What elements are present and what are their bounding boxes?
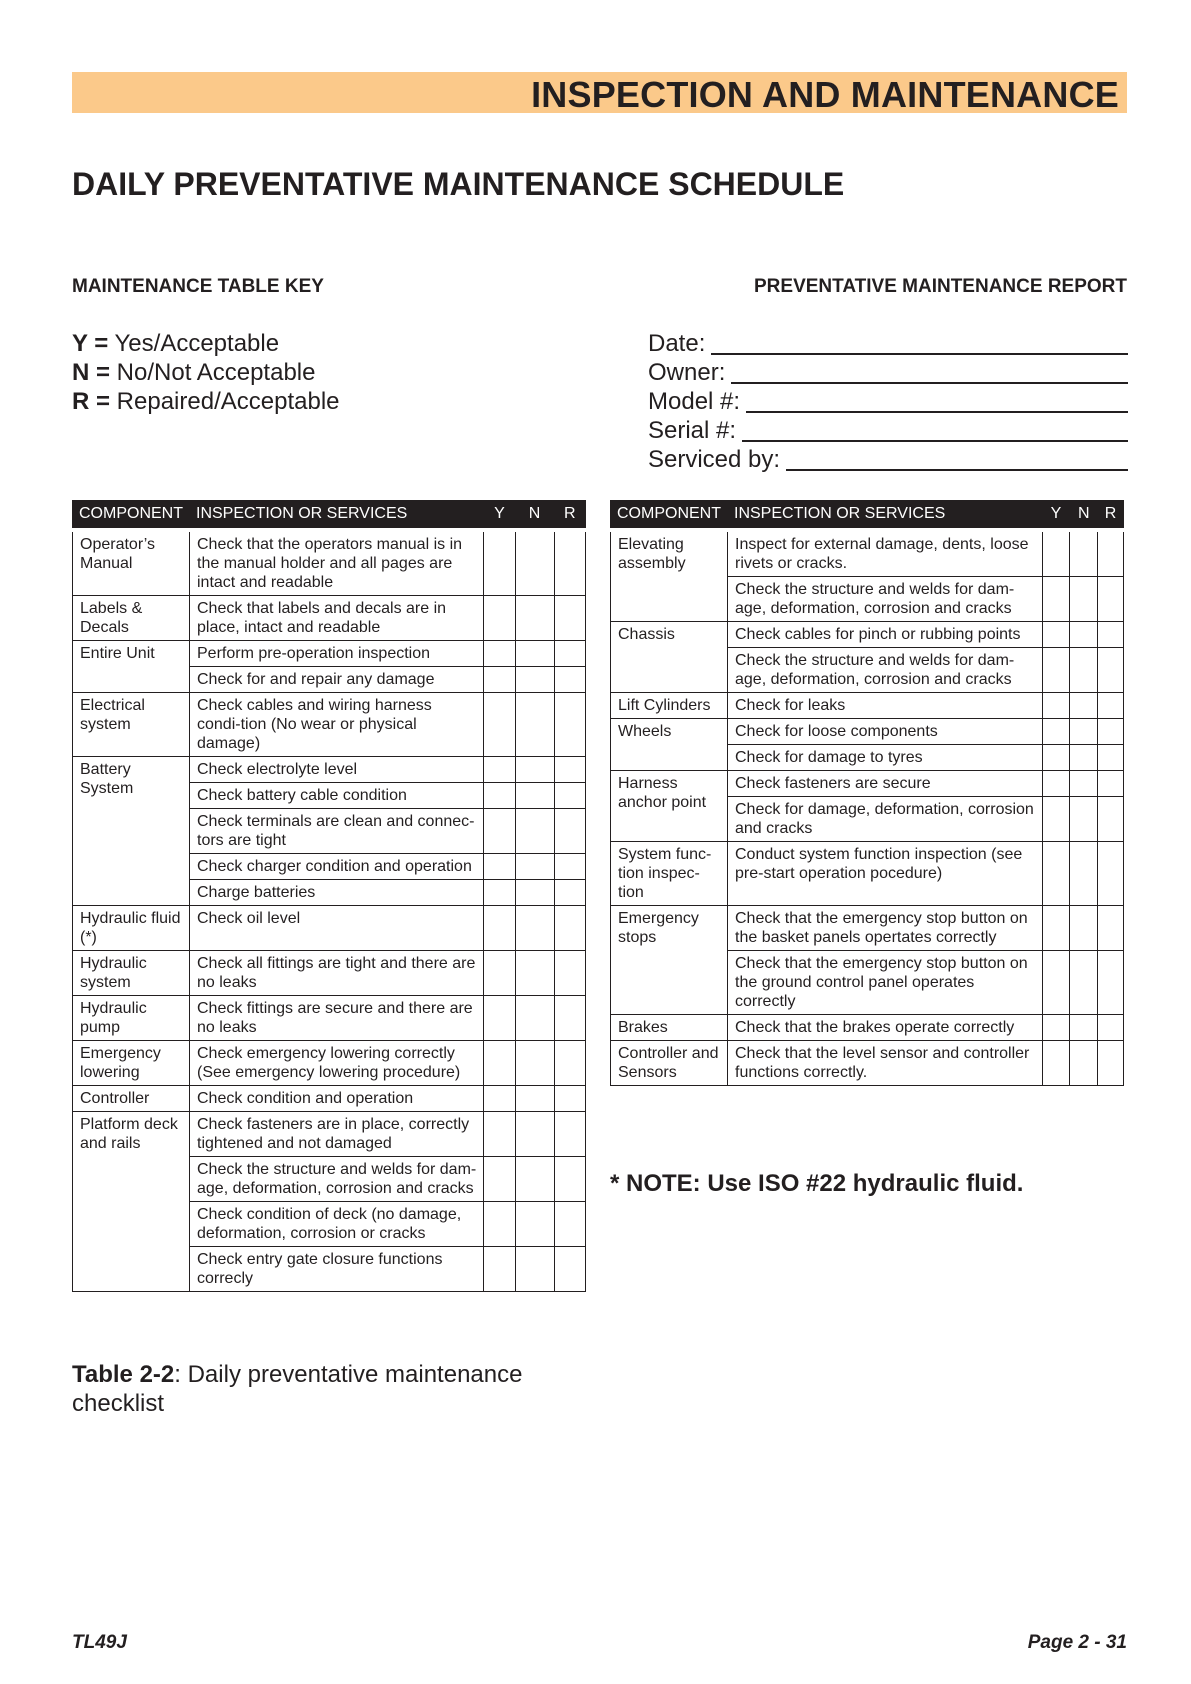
r-checkbox-cell[interactable] [1098,771,1124,797]
inspection-cell: Check that the emergency stop button on the ground control panel operates correctly [728,951,1043,1015]
r-checkbox-cell[interactable] [1098,622,1124,648]
y-checkbox-cell[interactable] [1042,693,1070,719]
component-cell: Chassis [611,622,728,693]
n-checkbox-cell[interactable] [1070,577,1098,622]
r-checkbox-cell[interactable] [554,667,585,693]
table-row [73,996,586,1041]
inspection-cell: Check terminals are clean and connec-tors are tight [190,809,484,854]
r-header: R [554,501,585,531]
serial-field[interactable]: Serial #: [648,416,1128,445]
r-checkbox-cell[interactable] [554,809,585,854]
n-header: N [1070,501,1098,531]
table-row [73,1112,586,1157]
component-cell: Harness anchor point [611,771,728,842]
y-checkbox-cell[interactable] [484,1157,515,1202]
inspection-cell: Check battery cable condition [190,783,484,809]
date-field[interactable]: Date: [648,329,1128,358]
y-checkbox-cell[interactable] [1042,622,1070,648]
n-checkbox-cell[interactable] [515,809,554,854]
table-row [611,693,1124,719]
right-table-body [611,530,1124,1086]
component-cell: Brakes [611,1015,728,1041]
y-checkbox-cell[interactable] [484,854,515,880]
y-checkbox-cell[interactable] [484,1112,515,1157]
inspection-cell: Check the structure and welds for dam-age, deformation, corrosion and cracks [728,577,1043,622]
n-checkbox-cell[interactable] [515,880,554,906]
table-row [611,771,1124,797]
r-checkbox-cell[interactable] [554,641,585,667]
key-item-y: Y = Yes/Acceptable [72,330,280,357]
page-title: DAILY PREVENTATIVE MAINTENANCE SCHEDULE [72,166,845,202]
footer-model: TL49J [72,1632,127,1653]
section-title: INSPECTION AND MAINTENANCE [531,74,1119,115]
inspection-cell: Check the structure and welds for dam-age, deformation, corrosion and cracks [190,1157,484,1202]
inspection-cell: Check for and repair any damage [190,667,484,693]
n-checkbox-cell[interactable] [515,1157,554,1202]
n-checkbox-cell[interactable] [515,667,554,693]
n-checkbox-cell[interactable] [515,996,554,1041]
n-checkbox-cell[interactable] [515,783,554,809]
hydraulic-fluid-note: * NOTE: Use ISO #22 hydraulic fluid. [610,1170,1024,1197]
r-checkbox-cell[interactable] [1098,530,1124,577]
footer-page-number: Page 2 - 31 [1027,1632,1127,1653]
r-checkbox-cell[interactable] [554,757,585,783]
r-checkbox-cell[interactable] [1098,577,1124,622]
inspection-cell: Check that the brakes operate correctly [728,1015,1043,1041]
r-checkbox-cell[interactable] [1098,745,1124,771]
n-checkbox-cell[interactable] [515,693,554,757]
inspection-cell: Check fasteners are in place, correctly tightened and not damaged [190,1112,484,1157]
n-checkbox-cell[interactable] [515,906,554,951]
inspection-cell: Check for loose components [728,719,1043,745]
table-row [73,596,586,641]
section-banner [72,72,1127,113]
inspection-cell: Check entry gate closure functions correcly [190,1247,484,1292]
n-checkbox-cell[interactable] [1070,771,1098,797]
component-cell: Hydraulic fluid (*) [73,906,190,951]
inspection-cell: Check charger condition and operation [190,854,484,880]
n-checkbox-cell[interactable] [515,596,554,641]
r-header: R [1098,501,1124,531]
inspection-cell: Inspect for external damage, dents, loose rivets or cracks. [728,530,1043,577]
inspection-header: INSPECTION OR SERVICES [190,501,484,531]
table-row [73,693,586,757]
r-checkbox-cell[interactable] [1098,648,1124,693]
y-checkbox-cell[interactable] [484,1041,515,1086]
inspection-cell: Check that labels and decals are in place, intact and readable [190,596,484,641]
serviced-by-field[interactable]: Serviced by: [648,445,1128,474]
inspection-cell: Check that the level sensor and controller functions correctly. [728,1041,1043,1086]
inspection-cell: Check the structure and welds for dam-age, deformation, corrosion and cracks [728,648,1043,693]
n-checkbox-cell[interactable] [1070,1015,1098,1041]
r-checkbox-cell[interactable] [554,1247,585,1292]
y-checkbox-cell[interactable] [484,783,515,809]
table-row [611,842,1124,906]
y-checkbox-cell[interactable] [484,951,515,996]
y-checkbox-cell[interactable] [484,596,515,641]
key-list [72,329,340,416]
model-field[interactable]: Model #: [648,387,1128,416]
table-row [73,757,586,783]
component-cell: Operator’s Manual [73,530,190,596]
n-checkbox-cell[interactable] [1070,530,1098,577]
component-cell: Platform deck and rails [73,1112,190,1292]
n-checkbox-cell[interactable] [515,1112,554,1157]
inspection-cell: Check condition of deck (no damage, deformation, corrosion or cracks [190,1202,484,1247]
n-checkbox-cell[interactable] [1070,648,1098,693]
y-checkbox-cell[interactable] [484,530,515,596]
caption-text: : Daily preventative maintenance checklist [72,1361,523,1417]
y-checkbox-cell[interactable] [484,667,515,693]
n-checkbox-cell[interactable] [515,530,554,596]
r-checkbox-cell[interactable] [554,854,585,880]
inspection-cell: Perform pre-operation inspection [190,641,484,667]
n-checkbox-cell[interactable] [515,1041,554,1086]
component-header: COMPONENT [611,501,728,531]
r-checkbox-cell[interactable] [554,1041,585,1086]
r-checkbox-cell[interactable] [554,530,585,596]
y-checkbox-cell[interactable] [1042,530,1070,577]
y-checkbox-cell[interactable] [484,757,515,783]
table-row [73,641,586,667]
component-cell: Electrical system [73,693,190,757]
r-checkbox-cell[interactable] [554,1202,585,1247]
key-heading: MAINTENANCE TABLE KEY [72,276,324,297]
inspection-cell: Charge batteries [190,880,484,906]
r-checkbox-cell[interactable] [554,996,585,1041]
r-checkbox-cell[interactable] [1098,1015,1124,1041]
inspection-cell: Check for damage to tyres [728,745,1043,771]
n-checkbox-cell[interactable] [1070,906,1098,951]
n-checkbox-cell[interactable] [1070,745,1098,771]
inspection-cell: Conduct system function inspection (see pre-start operation pocedure) [728,842,1043,906]
y-checkbox-cell[interactable] [484,641,515,667]
n-checkbox-cell[interactable] [515,641,554,667]
inspection-cell: Check electrolyte level [190,757,484,783]
key-item-n: N = No/Not Acceptable [72,359,316,386]
r-checkbox-cell[interactable] [1098,693,1124,719]
r-checkbox-cell[interactable] [554,596,585,641]
component-cell: Labels & Decals [73,596,190,641]
y-checkbox-cell[interactable] [484,996,515,1041]
inspection-cell: Check cables for pinch or rubbing points [728,622,1043,648]
y-checkbox-cell[interactable] [484,906,515,951]
y-checkbox-cell[interactable] [1042,577,1070,622]
y-checkbox-cell[interactable] [484,1247,515,1292]
y-checkbox-cell[interactable] [484,693,515,757]
y-header: Y [484,501,515,531]
n-checkbox-cell[interactable] [515,854,554,880]
n-checkbox-cell[interactable] [1070,719,1098,745]
inspection-cell: Check for damage, deformation, corrosion and cracks [728,797,1043,842]
n-checkbox-cell[interactable] [1070,797,1098,842]
table-row [73,951,586,996]
y-header: Y [1042,501,1070,531]
component-cell: Controller and Sensors [611,1041,728,1086]
table-row [73,1041,586,1086]
table-row [611,622,1124,648]
r-checkbox-cell[interactable] [1098,906,1124,951]
n-checkbox-cell[interactable] [1070,693,1098,719]
y-checkbox-cell[interactable] [1042,648,1070,693]
component-cell: Emergency stops [611,906,728,1015]
n-checkbox-cell[interactable] [515,757,554,783]
component-cell: Lift Cylinders [611,693,728,719]
inspection-cell: Check oil level [190,906,484,951]
y-checkbox-cell[interactable] [484,1086,515,1112]
n-header: N [515,501,554,531]
component-cell: Elevating assembly [611,530,728,622]
y-checkbox-cell[interactable] [1042,771,1070,797]
inspection-cell: Check that the emergency stop button on the basket panels opertates correctly [728,906,1043,951]
inspection-cell: Check that the operators manual is in the manual holder and all pages are intact and readable [190,530,484,596]
y-checkbox-cell[interactable] [484,809,515,854]
component-cell: Wheels [611,719,728,771]
n-checkbox-cell[interactable] [515,951,554,996]
r-checkbox-cell[interactable] [1098,951,1124,1015]
component-cell: Controller [73,1086,190,1112]
n-checkbox-cell[interactable] [1070,951,1098,1015]
r-checkbox-cell[interactable] [1098,719,1124,745]
table-row [73,1086,586,1112]
inspection-cell: Check fittings are secure and there are no leaks [190,996,484,1041]
r-checkbox-cell[interactable] [554,906,585,951]
report-fields [648,329,1128,474]
table-row [611,1015,1124,1041]
r-checkbox-cell[interactable] [554,1112,585,1157]
key-item-r: R = Repaired/Acceptable [72,388,340,415]
table-caption [72,1360,572,1418]
r-checkbox-cell[interactable] [554,693,585,757]
n-checkbox-cell[interactable] [1070,1041,1098,1086]
r-checkbox-cell[interactable] [1098,797,1124,842]
component-cell: Entire Unit [73,641,190,693]
caption-label: Table 2-2 [72,1361,175,1388]
r-checkbox-cell[interactable] [554,783,585,809]
table-row [73,906,586,951]
r-checkbox-cell[interactable] [1098,842,1124,906]
table-row [611,530,1124,577]
component-cell: Battery System [73,757,190,906]
table-header-row [73,501,586,531]
n-checkbox-cell[interactable] [515,1086,554,1112]
y-checkbox-cell[interactable] [1042,951,1070,1015]
inspection-cell: Check all fittings are tight and there are no leaks [190,951,484,996]
component-cell: Emergency lowering [73,1041,190,1086]
n-checkbox-cell[interactable] [1070,842,1098,906]
y-checkbox-cell[interactable] [1042,842,1070,906]
n-checkbox-cell[interactable] [1070,622,1098,648]
inspection-cell: Check for leaks [728,693,1043,719]
y-checkbox-cell[interactable] [1042,1015,1070,1041]
inspection-cell: Check emergency lowering correctly (See emergency lowering procedure) [190,1041,484,1086]
owner-field[interactable]: Owner: [648,358,1128,387]
left-checklist-table [72,500,586,1292]
component-cell: Hydraulic system [73,951,190,996]
y-checkbox-cell[interactable] [1042,745,1070,771]
y-checkbox-cell[interactable] [1042,797,1070,842]
r-checkbox-cell[interactable] [554,1086,585,1112]
report-heading: PREVENTATIVE MAINTENANCE REPORT [754,276,1127,297]
r-checkbox-cell[interactable] [554,1157,585,1202]
y-checkbox-cell[interactable] [1042,1041,1070,1086]
y-checkbox-cell[interactable] [1042,719,1070,745]
left-table-body [73,530,586,1292]
inspection-cell: Check condition and operation [190,1086,484,1112]
y-checkbox-cell[interactable] [484,1202,515,1247]
y-checkbox-cell[interactable] [484,880,515,906]
component-cell: Hydraulic pump [73,996,190,1041]
inspection-cell: Check cables and wiring harness condi-tion (No wear or physical damage) [190,693,484,757]
inspection-header: INSPECTION OR SERVICES [728,501,1043,531]
n-checkbox-cell[interactable] [515,1247,554,1292]
r-checkbox-cell[interactable] [554,880,585,906]
table-header-row [611,501,1124,531]
table-row [73,530,586,596]
n-checkbox-cell[interactable] [515,1202,554,1247]
component-cell: System func-tion inspec-tion [611,842,728,906]
table-row [611,1041,1124,1086]
inspection-cell: Check fasteners are secure [728,771,1043,797]
table-row [611,906,1124,951]
right-checklist-table [610,500,1124,1086]
table-row [611,719,1124,745]
r-checkbox-cell[interactable] [554,951,585,996]
y-checkbox-cell[interactable] [1042,906,1070,951]
r-checkbox-cell[interactable] [1098,1041,1124,1086]
component-header: COMPONENT [73,501,190,531]
